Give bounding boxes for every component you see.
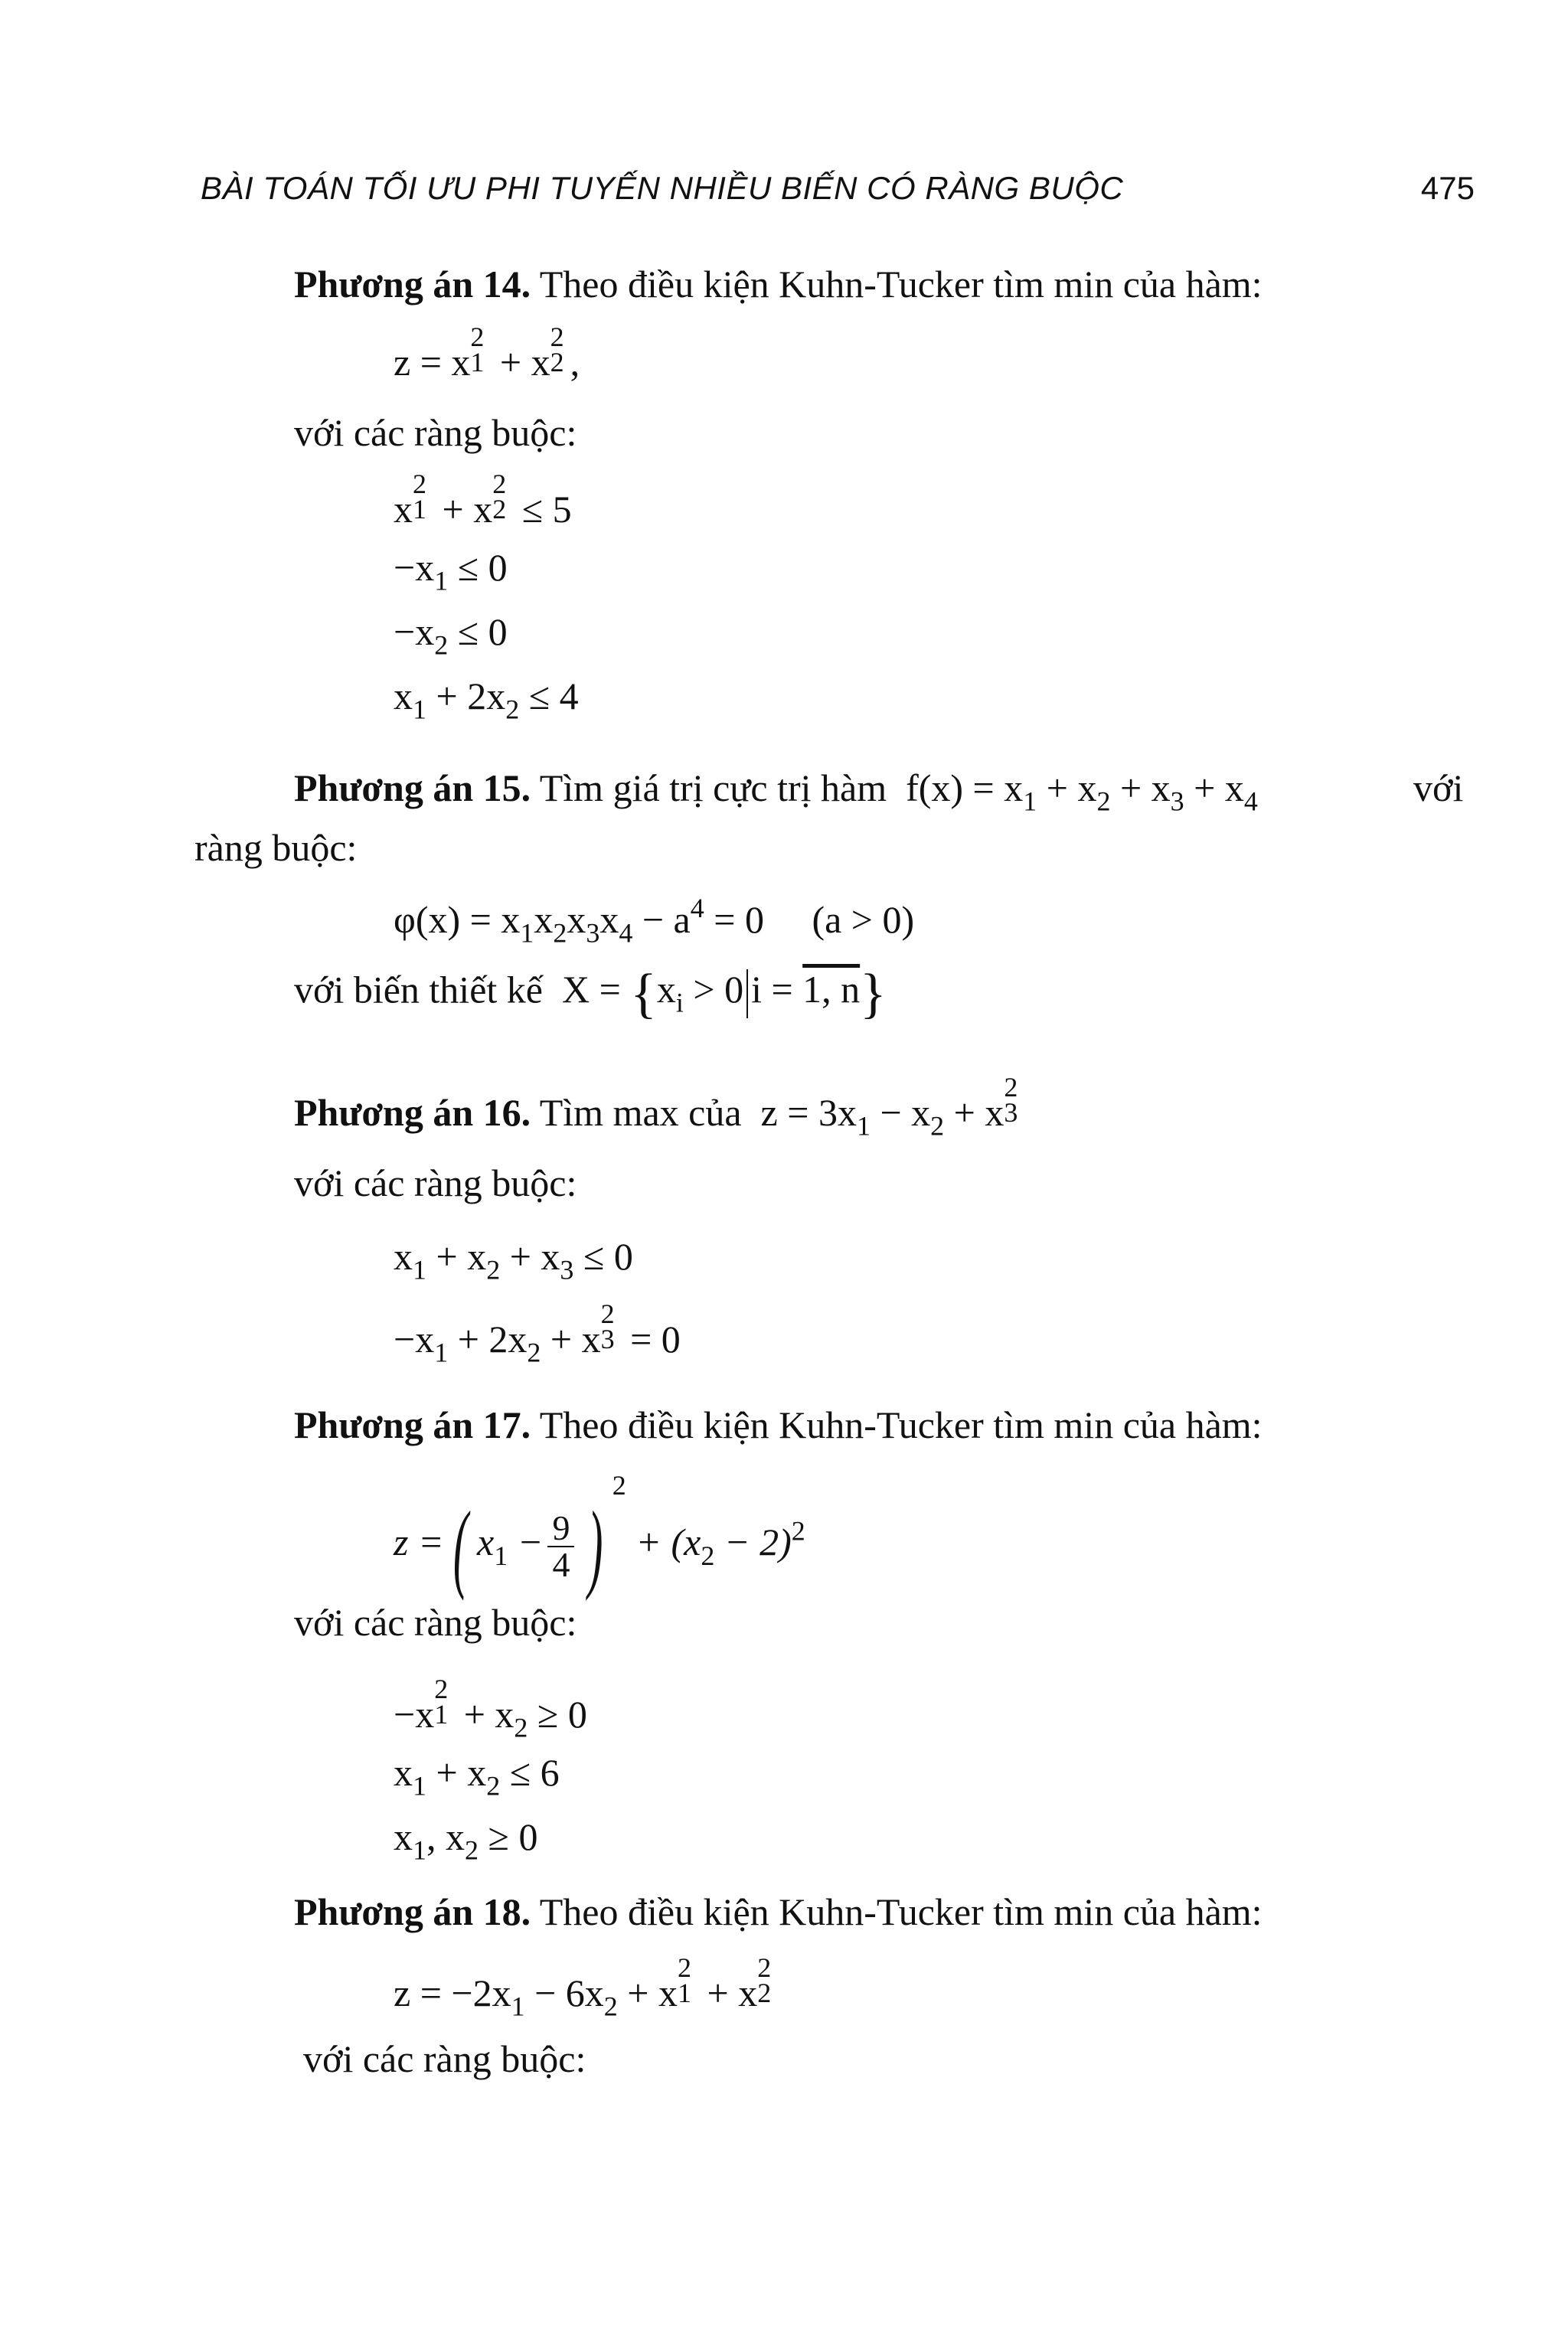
page-number: 475: [1420, 170, 1475, 206]
problem-14-constraint-4: $x_1 + 2x_2 \le 4$: [394, 675, 579, 725]
problem-14-constraint-3: $-x_2 \le 0$: [394, 610, 508, 661]
problem-15-text-cont: ràng buộc:: [194, 826, 358, 869]
problem-15-text: Tìm giá trị cực trị hàm: [531, 766, 887, 809]
problem-17-heading: [294, 1403, 1263, 1446]
problem-15-constraint: $\varphi(x) = x_1x_2x_3x_4 - a^4 = 0$ (a > 0): [394, 893, 915, 949]
problem-14-text: Theo điều kiện Kuhn-Tucker tìm min của hàm:: [531, 263, 1263, 305]
problem-18-heading: [294, 1890, 1263, 1933]
problem-16-constraint-2: $-x_1 + 2x_2 + x$ 2 3 = 0: [394, 1298, 681, 1368]
problem-16-label: Phương án 16.: [294, 1091, 531, 1134]
problem-17-constraint-3: $x_1$, $x_2 \ge 0$: [394, 1815, 538, 1866]
problem-15-label: Phương án 15.: [294, 766, 531, 809]
problem-18-text: Theo điều kiện Kuhn-Tucker tìm min của hàm:: [531, 1890, 1263, 1933]
problem-14-label: Phương án 14.: [294, 263, 531, 305]
problem-15-design-set: $X = \{x_i > 0$ i = 1, n}: [561, 963, 887, 1024]
problem-18-label: Phương án 18.: [294, 1890, 531, 1933]
problem-16-heading: [294, 1072, 1024, 1142]
problem-15-heading: [294, 766, 1258, 817]
problem-17-constraint-2: $x_1 + x_2 \le 6$: [394, 1751, 560, 1802]
problem-17-label: Phương án 17.: [294, 1403, 531, 1446]
problem-18-constraints-intro: với các ràng buộc:: [303, 2037, 586, 2080]
problem-16-constraint-1: $x_1 + x_2 + x_3 \le 0$: [394, 1235, 633, 1285]
problem-17-text: Theo điều kiện Kuhn-Tucker tìm min của hàm:: [531, 1403, 1263, 1446]
problem-16-objective: $z = 3x_1 - x_2 + x$ 2 3: [760, 1072, 1018, 1142]
problem-14-objective: z = x 2 1 + x 2 2 ,: [394, 322, 580, 384]
problem-14-constraint-2: $-x_1 \le 0$: [394, 546, 508, 596]
problem-16-constraints-intro: với các ràng buộc:: [294, 1161, 577, 1204]
problem-15-text-end: với: [1413, 766, 1464, 809]
problem-18-objective: $z = -2x_1 - 6x_2 + x$ 2 1 + x 2 2: [394, 1952, 772, 2022]
problem-14-constraints-intro: với các ràng buộc:: [294, 411, 577, 454]
problem-15-design-var-text: với biến thiết kế: [294, 968, 543, 1011]
problem-14-heading: [294, 265, 1263, 303]
problem-17-constraint-1: −x 2 1 + $x_2 \ge 0$: [394, 1674, 587, 1743]
problem-14-constraint-1: x 2 1 + x 2 2 ≤ 5: [394, 469, 572, 531]
problem-16-text: Tìm max của: [531, 1091, 742, 1134]
problem-15-design-variables: [294, 963, 887, 1024]
running-header: BÀI TOÁN TỐI ƯU PHI TUYẾN NHIỀU BIẾN CÓ RÀNG BUỘC: [201, 170, 1124, 206]
problem-17-objective: z =( $x_1$ − $\frac{9}{4}$ )$^2 + (x_2 - 2)^2$: [394, 1470, 805, 1602]
problem-17-constraints-intro: với các ràng buộc:: [294, 1601, 577, 1644]
problem-15-function: $f(x) = x_1 + x_2 + x_3 + x_4$: [906, 766, 1258, 817]
